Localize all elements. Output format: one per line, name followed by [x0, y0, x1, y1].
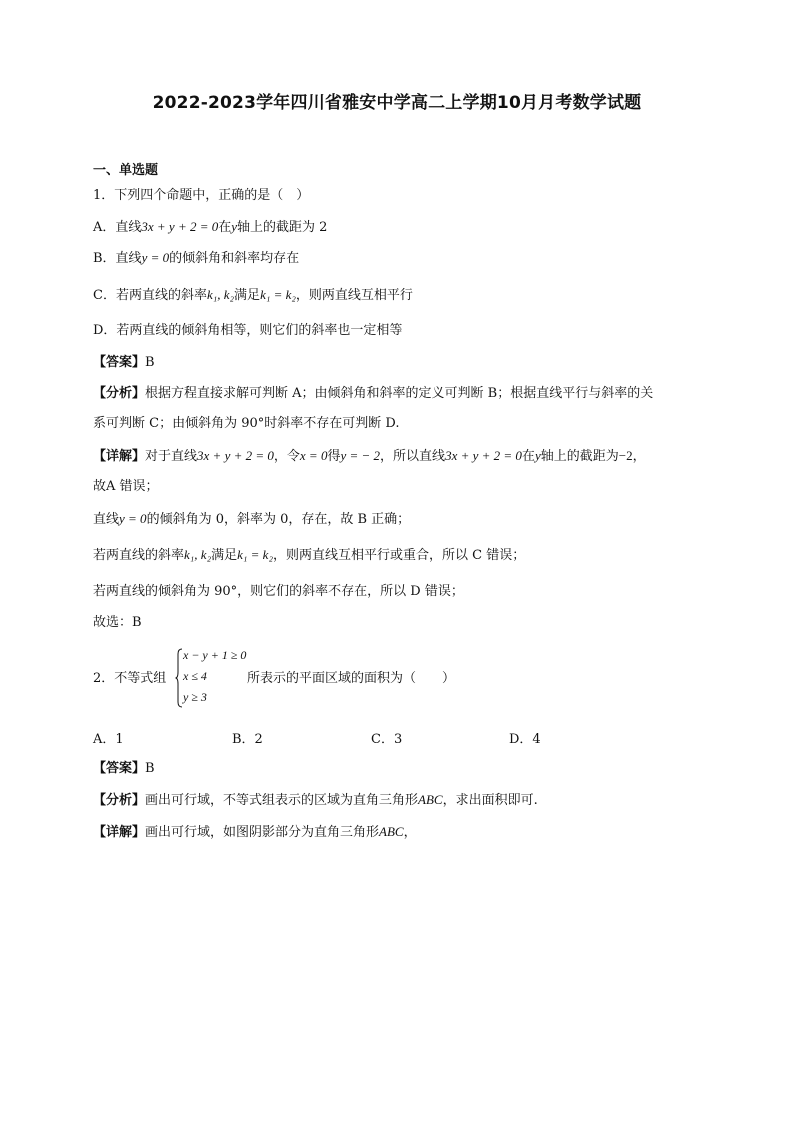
question-1-analysis-line-2: 系可判断 C；由倾斜角为 90°时斜率不存在可判断 D. [93, 416, 400, 431]
answer-value: B [145, 355, 155, 370]
analysis-triangle-label: ABC [418, 792, 443, 807]
detail-text: 直线 [93, 512, 120, 527]
option-c-text-end: ，则两直线互相平行 [295, 288, 413, 303]
detail-value: −2 [618, 448, 633, 463]
question-1-analysis [93, 385, 653, 403]
detail-text: 得 [327, 449, 341, 464]
option-b-text-end: 的倾斜角和斜率均存在 [169, 251, 300, 266]
detail-text: 对于直线 [145, 449, 198, 464]
option-c-text-mid: 满足 [234, 288, 261, 303]
detail-text-end: ， [403, 825, 417, 840]
detail-triangle-label: ABC [379, 824, 404, 839]
question-2-analysis [93, 791, 538, 810]
question-1-detail [93, 447, 646, 466]
answer-tag: 【答案】 [93, 761, 146, 776]
question-1-option-a [93, 218, 327, 237]
detail-text: 若两直线的斜率 [93, 548, 185, 563]
question-1-option-b [93, 249, 299, 268]
detail-text: 满足 [211, 548, 238, 563]
section-heading: 一、单选题 [93, 163, 159, 178]
question-1-option-c [93, 286, 413, 305]
analysis-tag: 【分析】 [93, 793, 146, 808]
detail-text: ，则两直线互相平行或重合，所以 C 错误； [272, 548, 526, 563]
option-b-equation: y = 0 [141, 250, 170, 265]
question-2-stem-start: 2．不等式组 [93, 671, 167, 686]
detail-equation-1: 3x + y + 2 = 0 [197, 448, 274, 463]
detail-text: ，令 [273, 449, 300, 464]
detail-equation: y = 0 [119, 511, 147, 526]
option-a-equation: 3x + y + 2 = 0 [141, 219, 219, 234]
inequality-2: x ≤ 4 [183, 669, 207, 683]
option-c-equation: k₁ = k₂ [260, 287, 296, 302]
question-1-detail-line-5: 若两直线的倾斜角为 90°，则它们的斜率不存在，所以 D 错误； [93, 584, 464, 599]
detail-tag: 【详解】 [93, 449, 146, 464]
option-a-text-end: 轴上的截距为 2 [237, 220, 328, 235]
question-1-option-d: D．若两直线的倾斜角相等，则它们的斜率也一定相等 [93, 323, 403, 338]
option-c-slopes: k₁, k₂ [206, 287, 235, 302]
detail-var: y [534, 448, 541, 463]
detail-tag: 【详解】 [93, 825, 146, 840]
analysis-text-end: ，求出面积即可. [442, 793, 538, 808]
answer-value: B [145, 761, 155, 776]
question-2-detail [93, 823, 417, 842]
detail-equation-2: x = 0 [299, 448, 328, 463]
detail-text: ， [632, 449, 646, 464]
question-2-answer [93, 760, 155, 778]
answer-tag: 【答案】 [93, 355, 146, 370]
detail-equation-3: y = − 2 [340, 448, 381, 463]
option-a-text: A．直线 [93, 220, 142, 235]
inequality-3: y ≥ 3 [183, 690, 207, 704]
left-brace-icon [175, 648, 183, 708]
question-1-detail-line-3 [93, 510, 410, 529]
question-2-option-a: A．1 [93, 732, 124, 747]
option-a-var: y [231, 219, 238, 234]
inequality-system [175, 648, 245, 708]
page-title: 2022-2023学年四川省雅安中学高二上学期10月月考数学试题 [152, 93, 642, 113]
detail-text: 轴上的截距为 [540, 449, 619, 464]
option-b-text: B．直线 [93, 251, 142, 266]
detail-equation-4: 3x + y + 2 = 0 [445, 448, 522, 463]
question-1-stem: 1．下列四个命题中，正确的是（ ） [93, 188, 310, 203]
analysis-text: 画出可行域，不等式组表示的区域为直角三角形 [145, 793, 419, 808]
analysis-tag: 【分析】 [93, 386, 146, 401]
inequality-1: x − y + 1 ≥ 0 [183, 648, 247, 662]
question-1-detail-line-6: 故选：B [93, 615, 142, 630]
option-a-text-mid: 在 [218, 220, 232, 235]
question-1-detail-line-2: 故A 错误； [93, 479, 159, 494]
question-1-answer [93, 354, 155, 372]
detail-text: ，所以直线 [380, 449, 446, 464]
option-c-text: C．若两直线的斜率 [93, 288, 207, 303]
detail-text: 在 [521, 449, 535, 464]
detail-text: 画出可行域，如图阴影部分为直角三角形 [145, 825, 380, 840]
question-1-detail-line-4 [93, 546, 525, 565]
question-2-option-c: C．3 [371, 732, 403, 747]
question-2-stem-end: 所表示的平面区域的面积为（ ） [247, 671, 456, 686]
detail-equation: k₁ = k₂ [237, 547, 273, 562]
analysis-text-line-1: 根据方程直接求解可判断 A；由倾斜角和斜率的定义可判断 B；根据直线平行与斜率的关 [145, 386, 654, 401]
question-2-option-b: B．2 [232, 732, 263, 747]
detail-slopes: k₁, k₂ [184, 547, 212, 562]
question-2-option-d: D．4 [509, 732, 541, 747]
detail-text: 的倾斜角为 0，斜率为 0，存在，故 B 正确； [146, 512, 411, 527]
